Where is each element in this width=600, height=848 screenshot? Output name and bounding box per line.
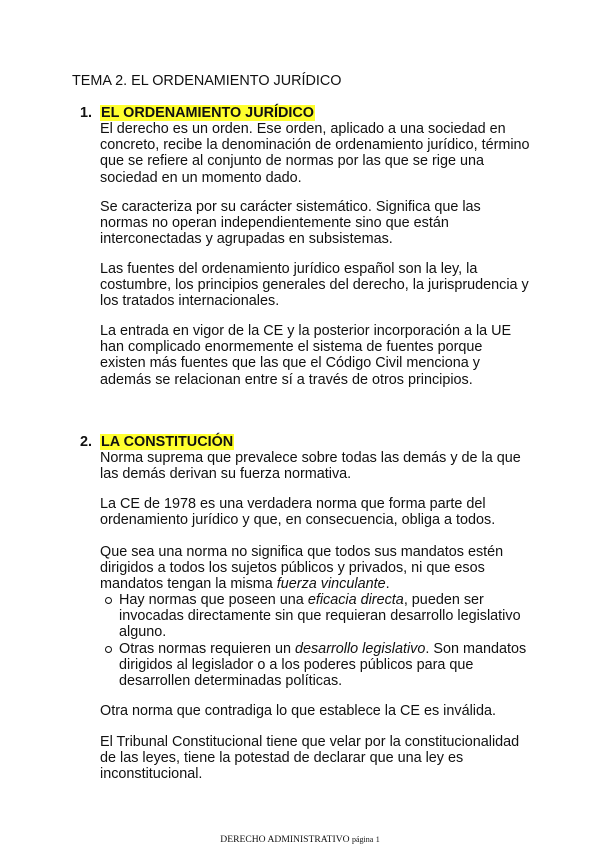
bullet-2-text: Otras normas requieren un [119, 640, 295, 657]
desarrollo-legislativo-term: desarrollo legislativo [294, 640, 426, 657]
section-1-paragraph-3: Las fuentes del ordenamiento jurídico español son la ley, la costumbre, los principios generales del derecho, la jurisprudencia y los tratados internacionales. [100, 261, 529, 310]
bullet-1-text-end: , pueden ser invocadas directamente sin que requieran desarrollo legislativo alguno. [119, 592, 521, 641]
section-2-paragraph-1: Norma suprema que prevalece sobre todas las demás y de la que las demás derivan su fuerza normativa. [100, 450, 521, 483]
bullet-eficacia-directa [100, 592, 530, 641]
norms-bullet-list [100, 592, 530, 689]
section-1-title: EL ORDENAMIENTO JURÍDICO [101, 105, 314, 121]
bullet-desarrollo-legislativo [100, 641, 530, 690]
bullet-2-text-end: . Son mandatos dirigidos al legislador o a los poderes públicos para que desarrollen determinadas políticas. [119, 640, 527, 690]
page-footer [0, 834, 600, 845]
section-2-paragraph-3 [100, 544, 530, 593]
footer-page-word: página [351, 835, 374, 844]
hollow-bullet-icon [105, 646, 112, 653]
section-1-paragraph-2: Se caracteriza por su carácter sistemático. Significa que las normas no operan independientemente sino que están interconectadas y agrupadas en subsistemas. [100, 199, 481, 248]
bullet-1-text: Hay normas que poseen una [119, 592, 308, 608]
document-title: TEMA 2. EL ORDENAMIENTO JURÍDICO [72, 73, 342, 89]
hollow-bullet-icon [105, 597, 112, 604]
eficacia-directa-term: eficacia directa [307, 592, 404, 608]
footer-label: DERECHO ADMINISTRATIVO [220, 834, 350, 845]
section-1-paragraph-4: La entrada en vigor de la CE y la posterior incorporación a la UE han complicado enormemente el sistema de fuentes porque existen más fuentes que las que el Código Civil menciona y además se relacionan entre sí a través de otros principios. [100, 323, 512, 388]
footer-page-number: 1 [375, 835, 380, 844]
section-1-heading [80, 104, 315, 122]
section-2-paragraph-3-end: . [385, 576, 390, 593]
section-2-title: LA CONSTITUCIÓN [101, 434, 234, 450]
section-1-number: 1. [80, 105, 93, 121]
section-2-paragraph-3-text: Que sea una norma no significa que todos sus mandatos estén dirigidos a todos los sujetos públicos y privados, ni que esos mandatos tengan la misma [100, 544, 504, 593]
section-2-paragraph-2: La CE de 1978 es una verdadera norma que forma parte del ordenamiento jurídico y que, en consecuencia, obliga a todos. [100, 496, 496, 529]
fuerza-vinculante-term: fuerza vinculante [276, 576, 386, 593]
section-2-paragraph-5: El Tribunal Constitucional tiene que velar por la constitucionalidad de las leyes, tiene la potestad de declarar que una ley es inconstitucional. [100, 734, 520, 783]
section-2-number: 2. [80, 434, 93, 450]
section-2-paragraph-4: Otra norma que contradiga lo que establece la CE es inválida. [100, 703, 496, 719]
section-2-heading [80, 433, 234, 451]
section-1-paragraph-1: El derecho es un orden. Ese orden, aplicado a una sociedad en concreto, recibe la denominación de ordenamiento jurídico, término que se refiere al conjunto de normas por las que se rige una sociedad en un momento dado. [100, 121, 530, 186]
